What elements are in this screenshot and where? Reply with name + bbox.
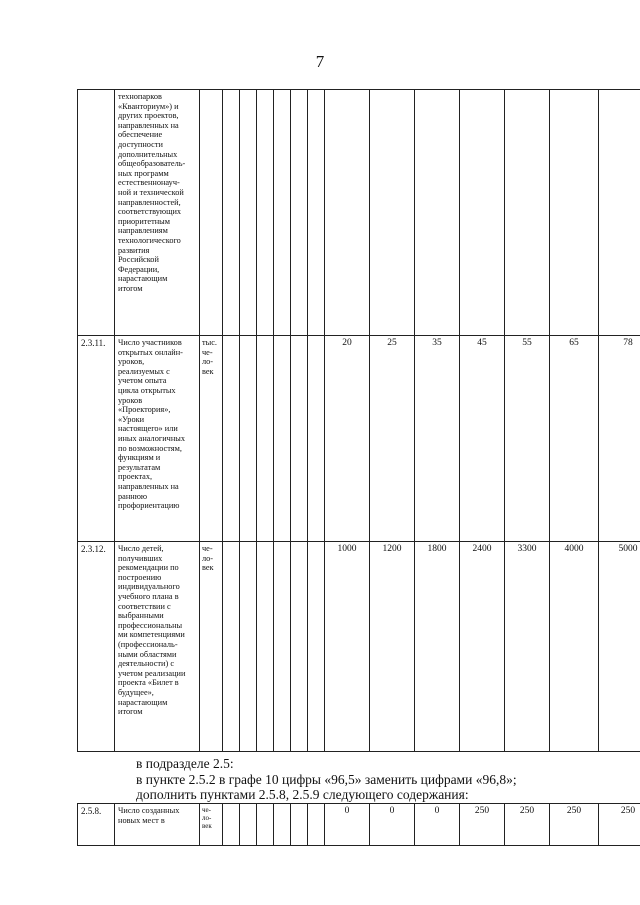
row-description: технопарков «Кванториум») и других проектов, направленных на обеспечение доступности дополнительных общеобразователь- ных программ естественнонауч- ной и технической направленностей, соответствующих приоритетным направлениям технологического развития Российской Федерации, нарастающим итогом — [115, 90, 200, 336]
text-line: в подразделе 2.5: — [136, 756, 234, 771]
table-row — [78, 336, 640, 542]
value-cell: 1000 — [325, 542, 370, 752]
row-number: 2.5.8. — [78, 804, 115, 846]
row-description: Число участников открытых онлайн- уроков, реализуемых с учетом опыта цикла открытых уроков «Проектория», «Уроки настоящего» или иных аналогичных по возможностям, функциям и результатам проектах, направленных на раннюю профориентацию — [115, 336, 200, 542]
text-line: в пункте 2.5.2 в графе 10 цифры «96,5» заменить цифрами «96,8»; — [136, 771, 517, 787]
value-cell: 65 — [550, 336, 599, 542]
value-cell: 45 — [460, 336, 505, 542]
value-cell: 250 — [599, 804, 640, 846]
row-number: 2.3.12. — [78, 542, 115, 752]
value-cell: 5000 — [599, 542, 640, 752]
value-cell: 250 — [550, 804, 599, 846]
value-cell — [550, 90, 599, 336]
row-unit — [200, 90, 223, 336]
value-cell: 4000 — [550, 542, 599, 752]
value-cell: 20 — [325, 336, 370, 542]
value-cell: 0 — [370, 804, 415, 846]
value-cell: 0 — [415, 804, 460, 846]
value-cell — [460, 90, 505, 336]
value-cell: 1800 — [415, 542, 460, 752]
row-unit: тыс. че- ло- век — [200, 336, 223, 542]
second-table — [77, 803, 640, 846]
table-row — [78, 90, 640, 336]
row-unit: че- ло- век — [200, 542, 223, 752]
row-description: Число созданных новых мест в — [115, 804, 200, 846]
body-text — [136, 756, 517, 803]
value-cell: 1200 — [370, 542, 415, 752]
row-number — [78, 90, 115, 336]
table-row — [78, 542, 640, 752]
value-cell — [415, 90, 460, 336]
value-cell: 0 — [325, 804, 370, 846]
value-cell — [505, 90, 550, 336]
row-unit: че- ло- век — [200, 804, 223, 846]
value-cell: 55 — [505, 336, 550, 542]
value-cell: 35 — [415, 336, 460, 542]
main-table — [77, 89, 640, 752]
text-line: дополнить пунктами 2.5.8, 2.5.9 следующего содержания: — [136, 787, 469, 802]
value-cell: 250 — [505, 804, 550, 846]
value-cell — [370, 90, 415, 336]
value-cell: 250 — [460, 804, 505, 846]
page-number: 7 — [315, 52, 325, 71]
row-number: 2.3.11. — [78, 336, 115, 542]
value-cell — [325, 90, 370, 336]
value-cell: 3300 — [505, 542, 550, 752]
value-cell: 25 — [370, 336, 415, 542]
table-row — [78, 804, 640, 846]
value-cell — [599, 90, 640, 336]
value-cell: 2400 — [460, 542, 505, 752]
row-description: Число детей, получивших рекомендации по построению индивидуального учебного плана в соответствии с выбранными профессиональны ми компетенциями (профессиональ- ными областями деятельности) с учетом реализации проекта «Билет в будущее», нарастающим итогом — [115, 542, 200, 752]
value-cell: 78 — [599, 336, 640, 542]
